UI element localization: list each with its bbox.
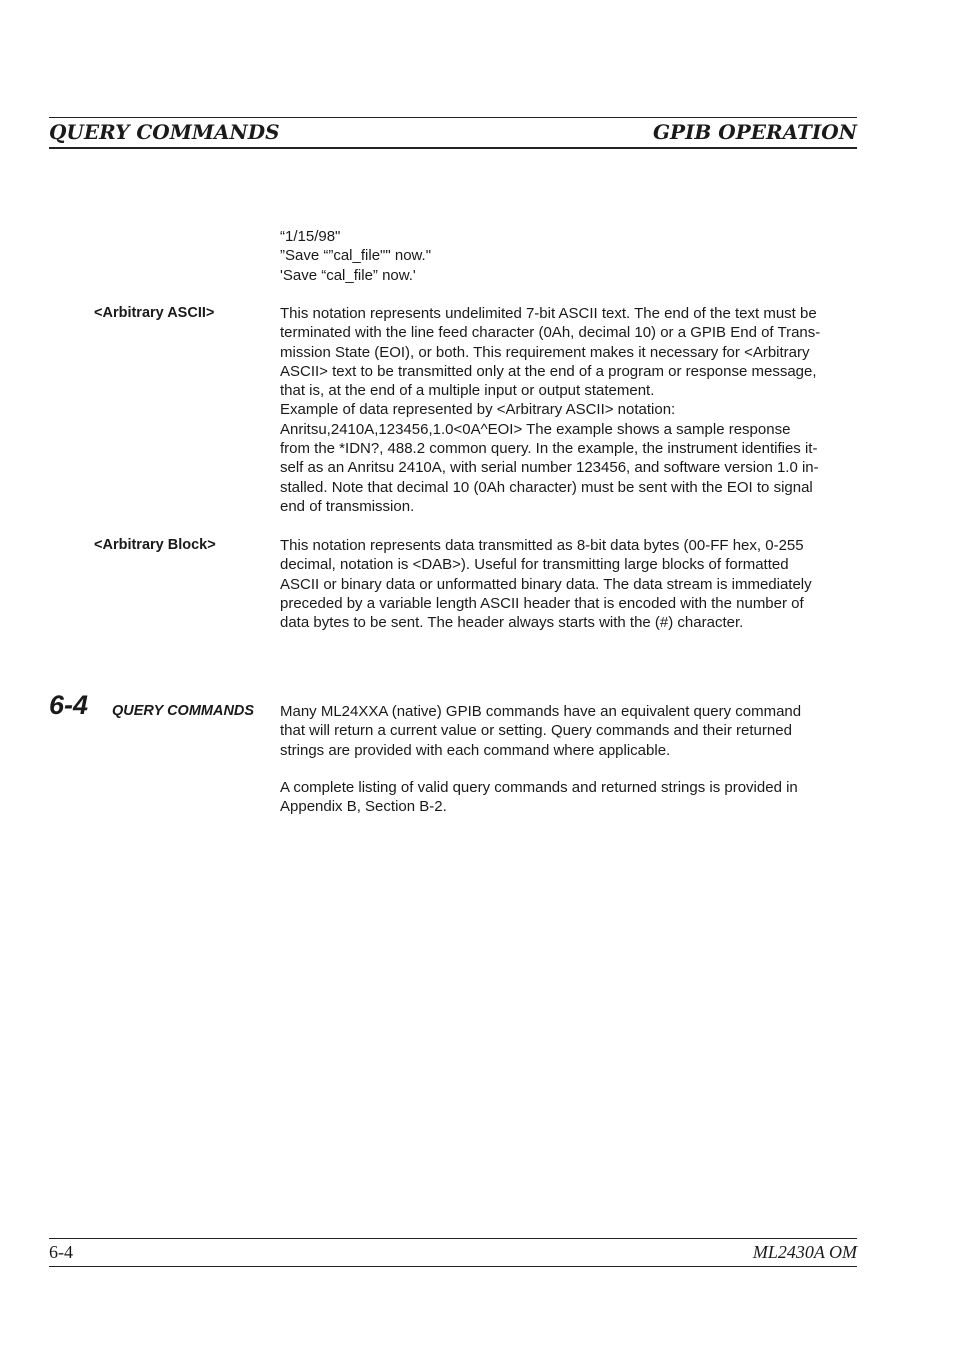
definition-line: This notation represents undelimited 7-bit ASCII text. The end of the text must be	[280, 305, 817, 322]
footer-page-number: 6-4	[49, 1242, 73, 1262]
page-footer	[49, 1238, 857, 1267]
page-header	[49, 117, 857, 149]
definition-arbitrary-ascii	[280, 304, 858, 516]
header-section-title: QUERY COMMANDS	[49, 120, 280, 144]
definition-line: terminated with the line feed character (0Ah, decimal 10) or a GPIB End of Trans-	[280, 324, 821, 342]
paragraph-line: that will return a current value or setting. Query commands and their returned	[280, 722, 792, 740]
footer-manual-title: ML2430A OM	[752, 1242, 857, 1262]
definition-line: stalled. Note that decimal 10 (0Ah character) must be sent with the EOI to signal	[280, 478, 813, 496]
string-examples	[280, 227, 858, 285]
definition-arbitrary-block	[280, 536, 858, 632]
definition-line: decimal, notation is <DAB>). Useful for transmitting large blocks of formatted	[280, 556, 789, 574]
section-paragraph-1	[280, 702, 858, 760]
definition-line: self as an Anritsu 2410A, with serial number 123456, and software version 1.0 in-	[280, 459, 819, 477]
paragraph-line: Appendix B, Section B-2.	[280, 798, 447, 816]
definition-line: that is, at the end of a multiple input or output statement.	[280, 382, 655, 400]
definition-line: ASCII or binary data or unformatted binary data. The data stream is immediately	[280, 575, 812, 593]
definition-line: Example of data represented by <Arbitrary ASCII> notation:	[280, 401, 676, 419]
definition-line: mission State (EOI), or both. This requirement makes it necessary for <Arbitrary	[280, 343, 810, 361]
definition-line: ASCII> text to be transmitted only at the end of a program or response message,	[280, 362, 817, 380]
paragraph-line: Many ML24XXA (native) GPIB commands have an equivalent query command	[280, 703, 802, 720]
definition-line: preceded by a variable length ASCII header that is encoded with the number of	[280, 594, 804, 612]
definition-line: This notation represents data transmitted as 8-bit data bytes (00-FF hex, 0-255	[280, 537, 804, 554]
paragraph-line: strings are provided with each command where applicable.	[280, 741, 671, 759]
definition-line: from the *IDN?, 488.2 common query. In the example, the instrument identifies it-	[280, 440, 818, 458]
definition-line: data bytes to be sent. The header always starts with the (#) character.	[280, 614, 744, 632]
term-arbitrary-ascii: <Arbitrary ASCII>	[94, 305, 215, 321]
example-line: ”Save “”cal_file"" now."	[280, 247, 432, 265]
definition-line: Anritsu,2410A,123456,1.0<0A^EOI> The example shows a sample response	[280, 420, 791, 438]
term-arbitrary-block: <Arbitrary Block>	[94, 537, 216, 553]
paragraph-line: A complete listing of valid query commands and returned strings is provided in	[280, 779, 798, 796]
section-paragraph-2	[280, 778, 858, 817]
example-line: 'Save “cal_file” now.'	[280, 266, 416, 284]
section-number: 6-4	[49, 690, 89, 720]
definition-line: end of transmission.	[280, 497, 415, 515]
example-line: “1/15/98"	[280, 228, 341, 245]
section-title: QUERY COMMANDS	[112, 703, 255, 719]
header-chapter-title: GPIB OPERATION	[652, 120, 857, 144]
